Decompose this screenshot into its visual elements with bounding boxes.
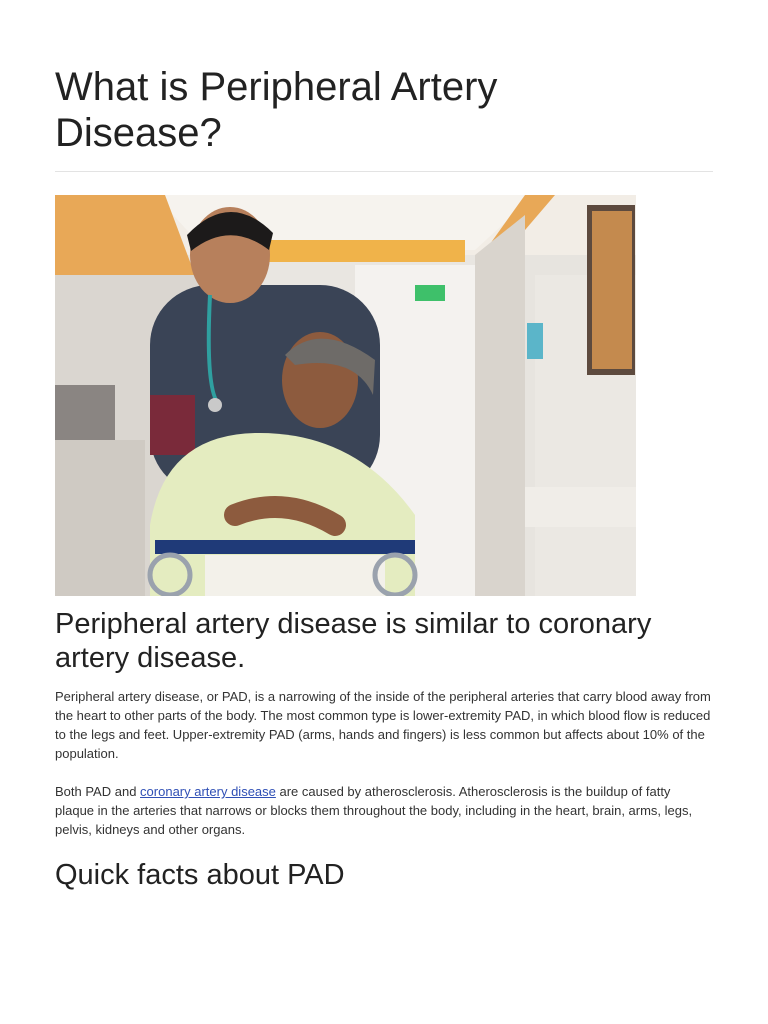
subheading: Peripheral artery disease is similar to coronary artery disease.	[55, 608, 652, 674]
hero-image	[55, 195, 636, 596]
paragraph-text-before-link: Both PAD and	[55, 784, 141, 799]
coronary-artery-disease-link[interactable]: coronary artery disease	[140, 784, 276, 799]
title-divider	[55, 171, 713, 172]
paragraph-atherosclerosis	[55, 782, 713, 839]
paragraph-pad-definition: Peripheral artery disease, or PAD, is a narrowing of the inside of the peripheral arteries that carry blood away from the heart to other parts of the body. The most common type is lower-extremity PAD, in which blood flow is reduced to the legs and feet. Upper-extremity PAD (arms, hands and fingers) is less common but affects about 10% of the population.	[55, 689, 711, 761]
paragraph-text-after-link: are caused by atherosclerosis. Atherosclerosis is the buildup of fatty plaque in the arteries that narrows or blocks them throughout the body, including in the heart, brain, arms, legs, pelvis, kidneys and other organs.	[55, 784, 693, 837]
page-title: What is Peripheral Artery Disease?	[55, 65, 498, 155]
section-heading-quick-facts: Quick facts about PAD	[55, 859, 345, 891]
